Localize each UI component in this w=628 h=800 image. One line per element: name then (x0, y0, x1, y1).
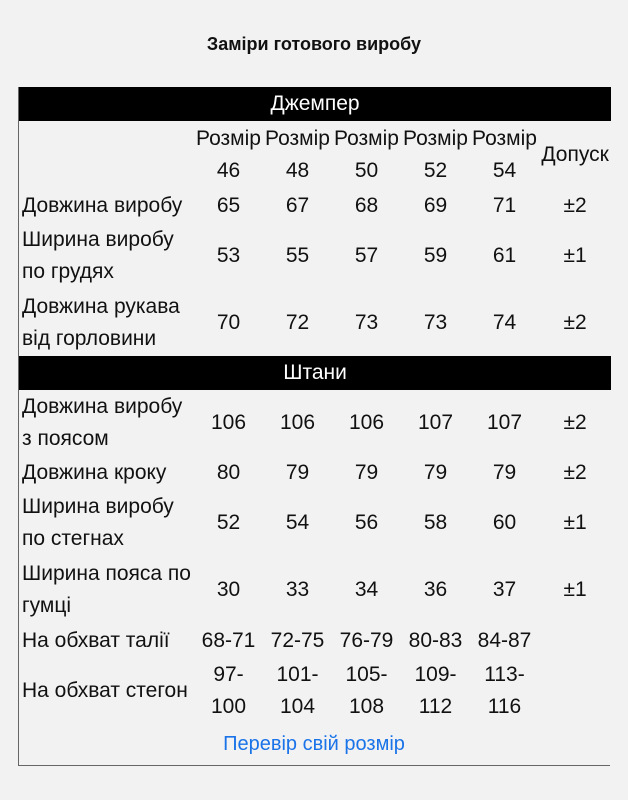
measurement-name: На обхват талії (22, 629, 170, 652)
measurement-value: 36 (423, 578, 448, 601)
measurement-value: 68 (354, 194, 379, 217)
table-row (19, 189, 611, 223)
table-row (19, 490, 611, 556)
table-row (19, 390, 611, 456)
measurement-value: 73 (354, 310, 379, 334)
measurement-value: 73 (423, 310, 448, 334)
page-title: Заміри готового виробу (206, 34, 422, 54)
measurement-value: 70 (216, 310, 241, 334)
tolerance-value: ±2 (563, 411, 587, 434)
table-row (19, 624, 611, 658)
measurement-value: 105- 108 (345, 663, 388, 718)
tolerance-value (539, 658, 611, 724)
measurement-value: 107 (486, 411, 523, 434)
measurement-value: 97- 100 (210, 663, 247, 718)
measurement-value: 106 (210, 411, 247, 434)
tolerance-value: ±1 (563, 511, 587, 534)
section-header-jumper (19, 87, 611, 121)
measurement-value: 107 (417, 411, 454, 434)
section-title: Штани (19, 356, 611, 390)
measurements-table-container (18, 87, 610, 766)
measurement-value: 106 (279, 411, 316, 434)
measurement-value: 79 (285, 461, 310, 484)
tolerance-value: ±1 (563, 244, 587, 267)
measurement-value: 58 (423, 511, 448, 534)
measurement-value: 69 (423, 194, 448, 217)
measurement-name: Ширина пояса по гумці (22, 562, 191, 617)
table-row (19, 456, 611, 490)
measurement-value: 72-75 (270, 629, 325, 652)
measurement-name: Довжина виробу (22, 194, 183, 217)
check-size-link[interactable]: Перевір свій розмір (223, 733, 405, 755)
measurement-value: 67 (285, 194, 310, 217)
size-header-54: Розмір 54 (472, 127, 537, 182)
measurement-value: 57 (354, 244, 379, 267)
measurement-value: 79 (423, 461, 448, 484)
measurement-name: Довжина кроку (22, 461, 167, 484)
measurement-value: 101- 104 (276, 663, 319, 718)
measurement-value: 33 (285, 578, 310, 601)
measurement-value: 84-87 (477, 629, 532, 652)
measurement-value: 76-79 (339, 629, 394, 652)
section-header-pants (19, 356, 611, 390)
measurement-name: Довжина виробу з поясом (22, 395, 183, 450)
tolerance-value (539, 624, 611, 658)
table-row (19, 223, 611, 289)
tolerance-value: ±2 (563, 461, 587, 484)
measurement-value: 68-71 (201, 629, 256, 652)
measurement-value: 79 (354, 461, 379, 484)
empty-header-cell (19, 121, 194, 189)
table-row (19, 289, 611, 356)
section-title: Джемпер (19, 87, 611, 121)
measurement-value: 72 (285, 310, 310, 334)
measurement-name: Ширина виробу по грудях (22, 228, 174, 283)
measurement-value: 106 (348, 411, 385, 434)
measurement-value: 52 (216, 511, 241, 534)
measurement-name: На обхват стегон (22, 679, 188, 702)
table-row (19, 658, 611, 724)
measurement-value: 80-83 (408, 629, 463, 652)
measurements-table (19, 87, 611, 724)
measurement-value: 79 (492, 461, 517, 484)
measurement-value: 74 (492, 310, 517, 334)
size-header-row (19, 121, 611, 189)
tolerance-header: Допуск (541, 143, 609, 166)
measurement-value: 56 (354, 511, 379, 534)
table-row (19, 556, 611, 624)
size-header-48: Розмір 48 (265, 127, 330, 182)
measurement-value: 109- 112 (414, 663, 457, 718)
measurement-name: Довжина рукава від горловини (22, 294, 180, 350)
measurement-value: 53 (216, 244, 241, 267)
measurement-value: 60 (492, 511, 517, 534)
tolerance-value: ±2 (563, 310, 587, 334)
size-header-46: Розмір 46 (196, 127, 261, 182)
measurement-value: 55 (285, 244, 310, 267)
measurement-value: 71 (492, 194, 517, 217)
size-header-52: Розмір 52 (403, 127, 468, 182)
measurement-value: 65 (216, 194, 241, 217)
measurement-value: 80 (216, 461, 241, 484)
measurement-value: 59 (423, 244, 448, 267)
size-header-50: Розмір 50 (334, 127, 399, 182)
tolerance-value: ±1 (563, 578, 587, 601)
tolerance-value: ±2 (563, 194, 587, 217)
measurement-value: 61 (492, 244, 517, 267)
measurement-value: 34 (354, 578, 379, 601)
measurement-value: 54 (285, 511, 310, 534)
measurement-value: 30 (216, 578, 241, 601)
measurement-value: 113- 116 (484, 663, 525, 718)
measurement-name: Ширина виробу по стегнах (22, 495, 174, 550)
measurement-value: 37 (492, 578, 517, 601)
